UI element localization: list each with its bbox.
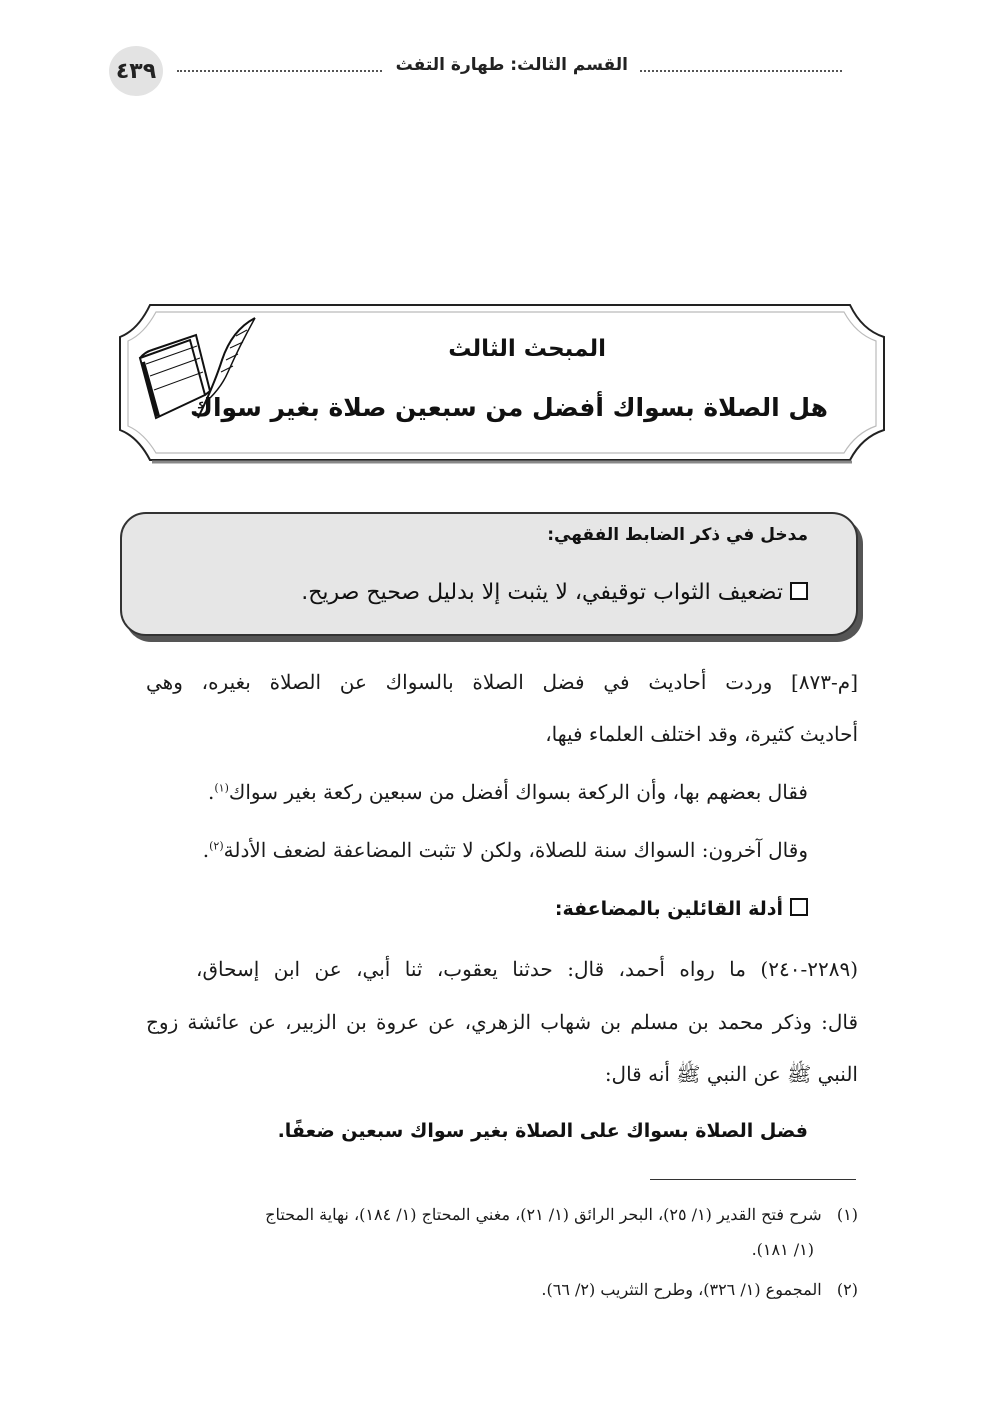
footnote-1-continued: (١/ ١٨١). [751,1240,814,1259]
rule-statement-text: تضعيف الثواب توقيفي، لا يثبت إلا بدليل صحيح صريح. [301,580,783,605]
paragraph-line [203,838,808,862]
hadith-text: فضل الصلاة بسواك على الصلاة بغير سواك سبعين ضعفًا. [277,1120,808,1142]
footnote-divider [650,1179,856,1180]
subheading [555,898,808,920]
rule-heading: مدخل في ذكر الضابط الفقهي: [547,525,808,545]
paragraph-end: . [207,780,215,804]
paragraph-line: (٢٢٨٩-٢٤٠) ما رواه أحمد، قال: حدثنا يعقوب، ثنا أبي، عن ابن إسحاق، [196,957,858,981]
footnote-1 [265,1205,858,1224]
paragraph-text: فقال بعضهم بها، وأن الركعة بسواك أفضل من سبعين ركعة بغير سواك [228,780,808,804]
footnote-ref: (١) [214,781,229,795]
footnote-ref: (٢) [209,839,224,853]
paragraph-text: وقال آخرون: السواك سنة للصلاة، ولكن لا تثبت المضاعفة لضعف الأدلة [223,838,808,862]
section-title: هل الصلاة بسواك أفضل من سبعين صلاة بغير سواك [190,393,828,422]
checkbox-bullet-icon [790,582,808,600]
section-label: المبحث الثالث [448,336,606,362]
paragraph-end: . [202,838,210,862]
paragraph-line: النبي ﷺ عن النبي ﷺ أنه قال: [604,1062,858,1086]
footnote-2 [541,1280,858,1299]
paragraph-line: أحاديث كثيرة، وقد اختلف العلماء فيها، [545,722,858,746]
rule-statement [301,580,808,605]
paragraph-line [208,780,808,804]
running-title: القسم الثالث: طهارة التفث [395,55,628,75]
frame-outer-border [120,305,884,460]
page-number: ٤٣٩ [109,46,163,96]
footnote-text: المجموع (١/ ٣٢٦)، وطرح التثريب (٢/ ٦٦). [541,1280,822,1299]
paragraph-line: قال: وذكر محمد بن مسلم بن شهاب الزهري، عن عروة بن الزبير، عن عائشة زوج [146,1010,858,1034]
footnote-number: (١) [836,1205,858,1224]
footnote-number: (٢) [836,1280,858,1299]
subheading-text: أدلة القائلين بالمضاعفة: [554,898,783,920]
footnote-text: شرح فتح القدير (١/ ٢٥)، البحر الرائق (١/ ٢١)، مغني المحتاج (١/ ١٨٤)، نهاية المحتاج [265,1205,822,1224]
paragraph-line: [م-٨٧٣] وردت أحاديث في فضل الصلاة بالسواك عن الصلاة بغيره، وهي [146,670,858,694]
checkbox-bullet-icon [790,898,808,916]
